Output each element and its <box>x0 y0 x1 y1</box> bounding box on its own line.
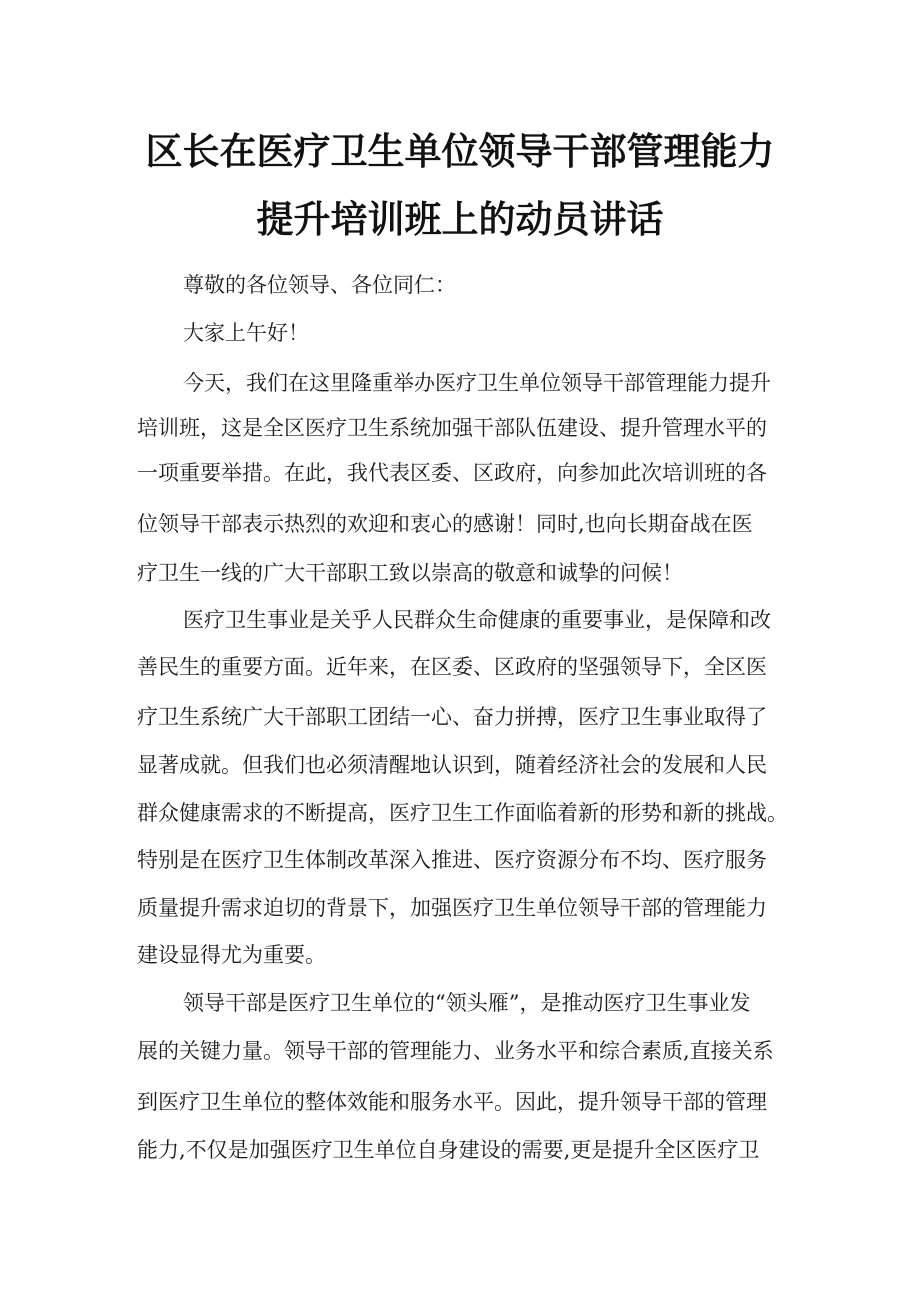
document-title-line-2: 提升培训班上的动员讲话 <box>256 198 664 241</box>
paragraph-line: 领导干部是医疗卫生单位的“领头雁”，是推动医疗卫生事业发 <box>183 991 751 1015</box>
paragraph-line: 显著成就。但我们也必须清醒地认识到，随着经济社会的发展和人民 <box>137 753 767 777</box>
paragraph-line: 疗卫生一线的广大干部职工致以崇高的敬意和诚挚的问候！ <box>137 561 683 585</box>
paragraph-line: 质量提升需求迫切的背景下，加强医疗卫生单位领导干部的管理能力 <box>137 896 767 920</box>
paragraph-line: 特别是在医疗卫生体制改革深入推进、医疗资源分布不均、医疗服务 <box>137 848 767 872</box>
greeting: 大家上午好！ <box>183 321 309 345</box>
paragraph-line: 医疗卫生事业是关乎人民群众生命健康的重要事业，是保障和改 <box>183 608 771 632</box>
paragraph-line: 能力,不仅是加强医疗卫生单位自身建设的需要,更是提升全区医疗卫 <box>137 1138 760 1162</box>
paragraph-line: 展的关键力量。领导干部的管理能力、业务水平和综合素质,直接关系 <box>137 1039 774 1063</box>
paragraph-line: 一项重要举措。在此，我代表区委、区政府，向参加此次培训班的各 <box>137 461 767 485</box>
salutation: 尊敬的各位领导、各位同仁： <box>183 273 456 297</box>
paragraph-line: 位领导干部表示热烈的欢迎和衷心的感谢！同时,也向长期奋战在医 <box>137 512 753 536</box>
paragraph-line: 疗卫生系统广大干部职工团结一心、奋力拼搏，医疗卫生事业取得了 <box>137 705 767 729</box>
document-title-line-1: 区长在医疗卫生单位领导干部管理能力 <box>145 130 775 173</box>
paragraph-line: 到医疗卫生单位的整体效能和服务水平。因此，提升领导干部的管理 <box>137 1090 767 1114</box>
paragraph-line: 建设显得尤为重要。 <box>137 943 326 967</box>
paragraph-line: 群众健康需求的不断提高，医疗卫生工作面临着新的形势和新的挑战。 <box>137 801 788 825</box>
paragraph-line: 培训班，这是全区医疗卫生系统加强干部队伍建设、提升管理水平的 <box>137 416 767 440</box>
paragraph-line: 善民生的重要方面。近年来，在区委、区政府的坚强领导下，全区医 <box>137 655 767 679</box>
paragraph-line: 今天，我们在这里隆重举办医疗卫生单位领导干部管理能力提升 <box>183 371 771 395</box>
